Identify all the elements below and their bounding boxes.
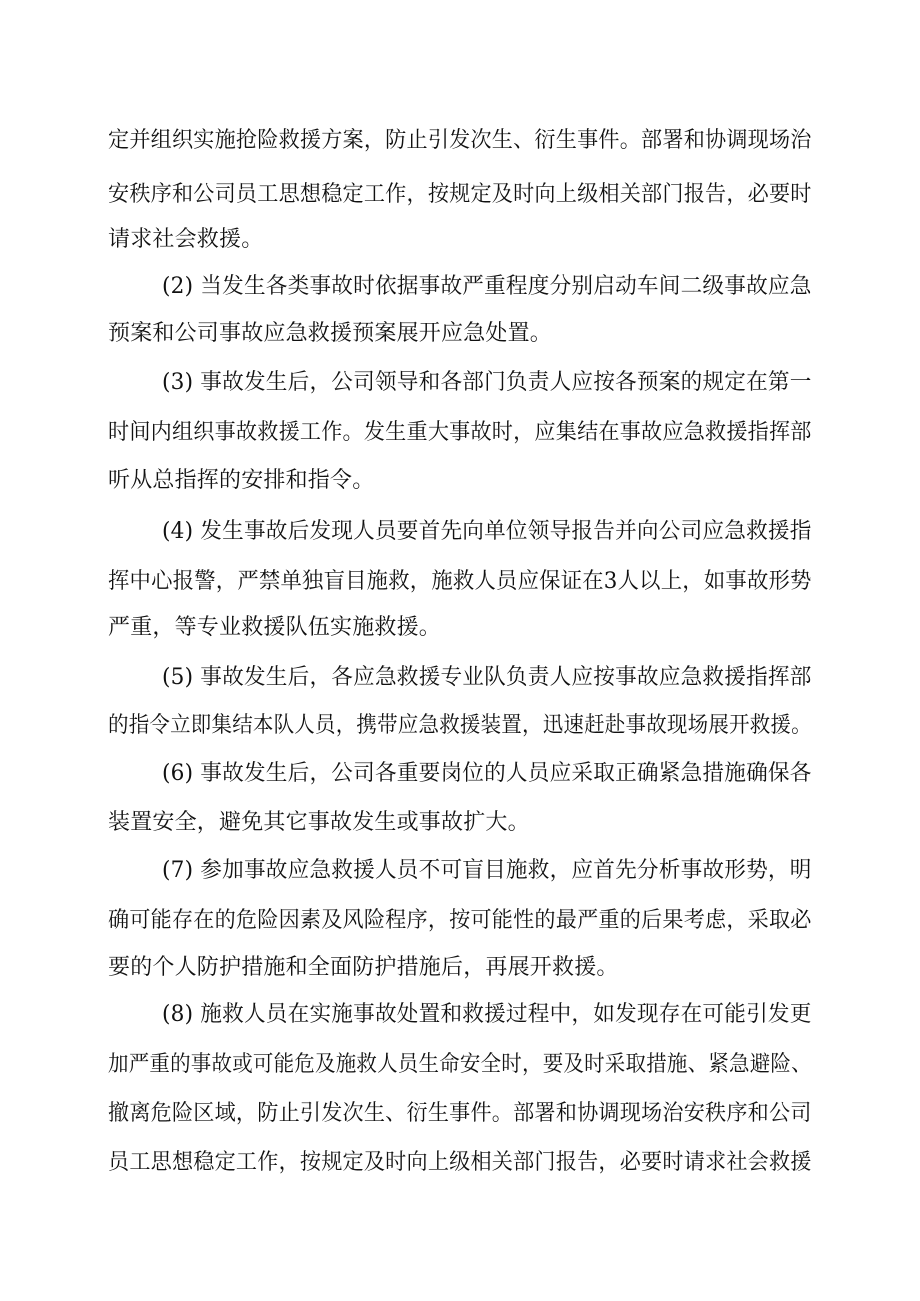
text-line: (3) 事故发生后，公司领导和各部门负责人应按各预案的规定在第一 [162,370,812,395]
text-line: (7) 参加事故应急救援人员不可盲目施救，应首先分析事故形势，明 [162,858,812,883]
text-line: (5) 事故发生后，各应急救援专业队负责人应按事故应急救援指挥部 [162,665,812,690]
text-line: 员工思想稳定工作，按规定及时向上级相关部门报告，必要时请求社会救援 [108,1150,812,1175]
text-line: 定并组织实施抢险救援方案，防止引发次生、衍生事件。部署和协调现场治 [108,128,812,153]
text-line: 安秩序和公司员工思想稳定工作，按规定及时向上级相关部门报告，必要时 [108,182,812,207]
text-line: (6) 事故发生后，公司各重要岗位的人员应采取正确紧急措施确保各 [162,761,812,786]
text-line: 要的个人防护措施和全面防护措施后，再展开救援。 [108,955,619,980]
text-line: 的指令立即集结本队人员，携带应急救援装置，迅速赶赴事故现场展开救援。 [108,713,812,738]
text-line: (4) 发生事故后发现人员要首先向单位领导报告并向公司应急救援指 [162,519,812,544]
text-line: 撤离危险区域，防止引发次生、衍生事件。部署和协调现场治安秩序和公司 [108,1101,812,1126]
text-line: 预案和公司事故应急救援预案展开应急处置。 [108,321,553,346]
text-line: 请求社会救援。 [108,227,264,252]
text-line: 严重，等专业救援队伍实施救援。 [108,615,442,640]
text-line: 加严重的事故或可能危及施救人员生命安全时，要及时采取措施、紧急避险、 [108,1052,812,1077]
text-line: 听从总指挥的安排和指令。 [108,468,375,493]
text-line: 时间内组织事故救援工作。发生重大事故时，应集结在事故应急救援指挥部 [108,420,812,445]
text-line: 装置安全，避免其它事故发生或事故扩大。 [108,810,530,835]
text-line: (2) 当发生各类事故时依据事故严重程度分别启动车间二级事故应急 [162,274,812,299]
text-line: 挥中心报警，严禁单独盲目施救，施救人员应保证在3人以上，如事故形势 [108,569,812,594]
text-line: (8) 施救人员在实施事故处置和救援过程中，如发现存在可能引发更 [162,1002,812,1027]
text-line: 确可能存在的危险因素及风险程序，按可能性的最严重的后果考虑，采取必 [108,908,812,933]
